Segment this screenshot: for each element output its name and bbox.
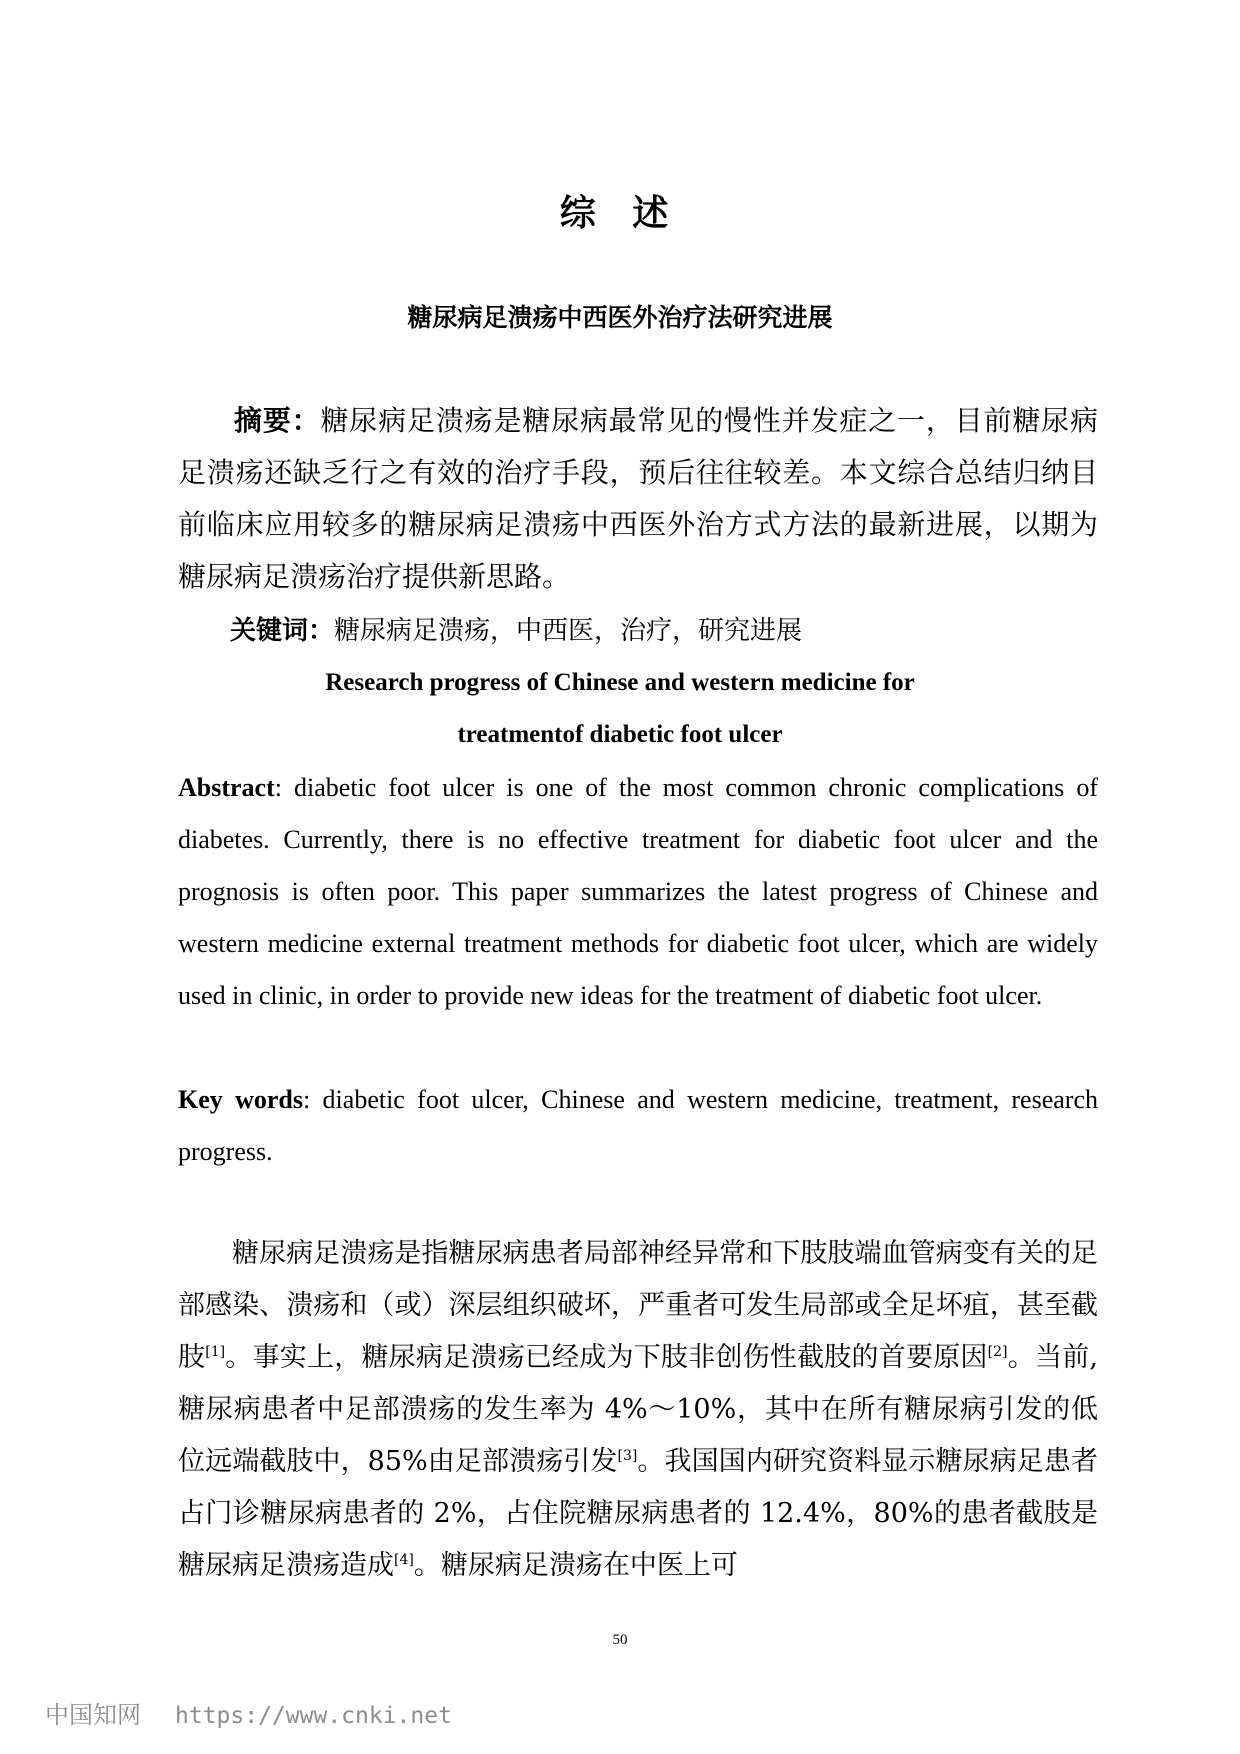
english-abstract: [178, 762, 1098, 1022]
english-keywords: [178, 1074, 1098, 1178]
footer-watermark: [45, 1695, 452, 1730]
section-title: 综 述: [559, 192, 681, 234]
chinese-abstract: [178, 395, 1098, 603]
chinese-title: 糖尿病足溃疡中西医外治疗法研究进展: [407, 303, 833, 332]
english-abstract-text: : diabetic foot ulcer is one of the most common chronic complications of diabetes. Currently, there is no effective treatment for diabetic foot ulcer and the prognosis is often poor. This paper summarizes the latest progress of Chinese and western medicine external treatment methods for diabetic foot ulcer, which are widely used in clinic, in order to provide new ideas for the treatment of diabetic foot ulcer.: [178, 773, 1098, 1010]
english-keywords-text: : diabetic foot ulcer, Chinese and western medicine, treatment, research progress.: [178, 1085, 1098, 1166]
footer-url: https://www.cnki.net: [175, 1703, 452, 1729]
body-text-4: 。我国国内研究资料显示糖尿病足患者占门诊糖尿病患者的 2%，占住院糖尿病患者的 12.4%，80%的患者截肢是糖尿病足溃疡造成: [178, 1446, 1098, 1581]
chinese-keywords-text: 糖尿病足溃疡，中西医，治疗，研究进展: [334, 616, 803, 646]
body-text-3: 。当前,糖尿病患者中足部溃疡的发生率为 4%～10%，其中在所有糖尿病引发的低位远端截肢中，85%由足部溃疡引发: [178, 1342, 1099, 1477]
footer-brand: 中国知网: [45, 1701, 141, 1729]
body-text-2: 。事实上，糖尿病足溃疡已经成为下肢非创伤性截肢的首要原因: [225, 1342, 988, 1373]
page-number: 50: [612, 1632, 628, 1648]
citation-1: [1]: [205, 1344, 226, 1360]
citation-2: [2]: [987, 1344, 1008, 1360]
english-title-line-1: Research progress of Chinese and western medicine for: [325, 669, 915, 696]
english-title-line-2: treatmentof diabetic foot ulcer: [457, 721, 783, 748]
body-text-5: 。糖尿病足溃疡在中医上可: [413, 1550, 738, 1581]
body-text-1: 糖尿病足溃疡是指糖尿病患者局部神经异常和下肢肢端血管病变有关的足部感染、溃疡和（或）深层组织破坏，严重者可发生局部或全足坏疽，甚至截肢: [178, 1238, 1098, 1373]
chinese-keywords: [178, 605, 1098, 657]
chinese-abstract-label: 摘要：: [234, 404, 321, 437]
chinese-abstract-text: 糖尿病足溃疡是糖尿病最常见的慢性并发症之一，目前糖尿病足溃疡还缺乏行之有效的治疗手段，预后往往较差。本文综合总结归纳目前临床应用较多的糖尿病足溃疡中西医外治方式方法的最新进展，以期为糖尿病足溃疡治疗提供新思路。: [178, 404, 1098, 593]
english-abstract-label: Abstract: [178, 773, 275, 802]
citation-4: [4]: [394, 1552, 414, 1568]
citation-3: [3]: [617, 1448, 638, 1464]
english-keywords-label: Key words: [178, 1085, 303, 1114]
body-paragraph: [178, 1228, 1098, 1592]
chinese-keywords-label: 关键词：: [230, 616, 335, 646]
